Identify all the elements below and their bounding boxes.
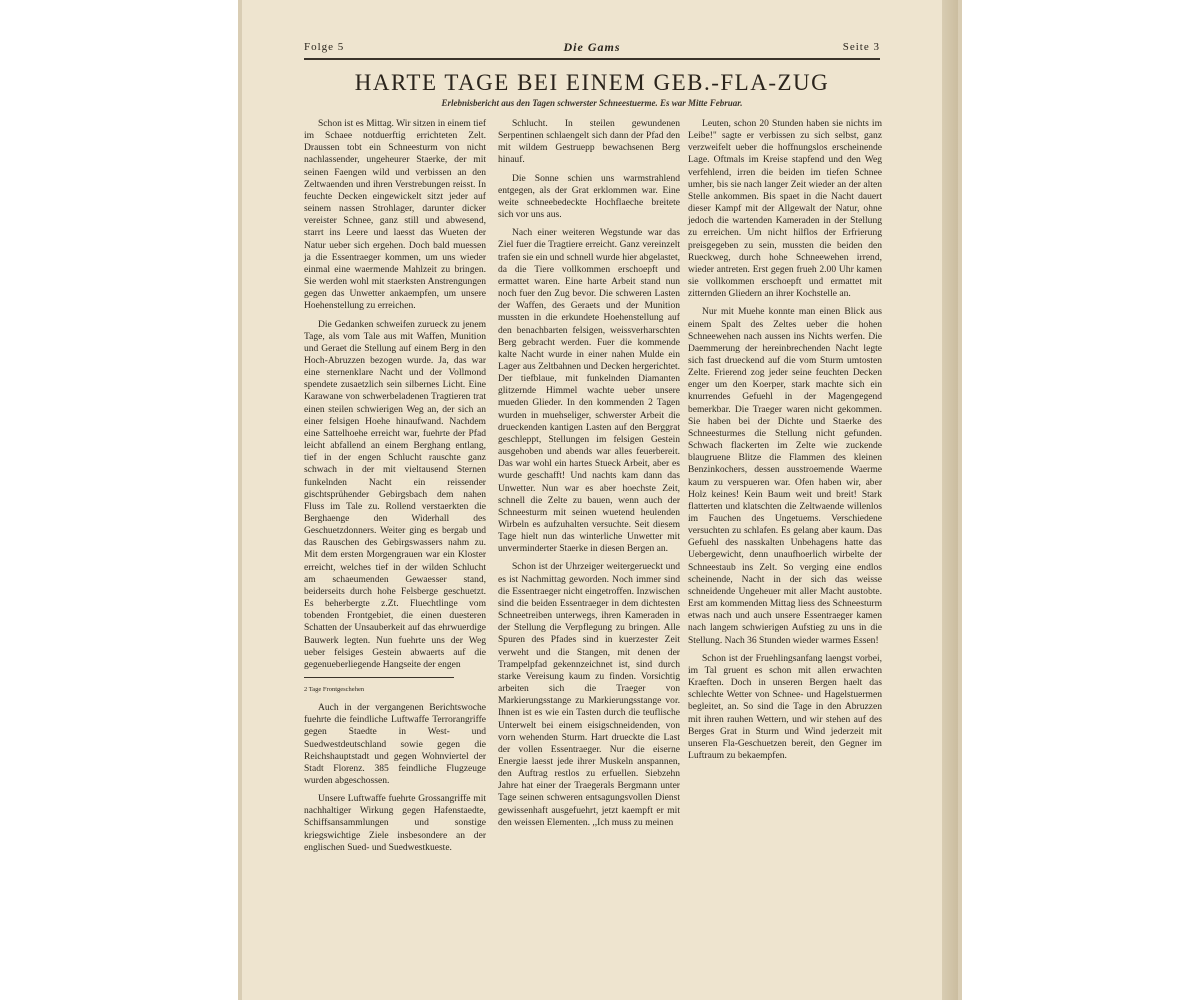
section-label: 2 Tage Frontgeschehen xyxy=(304,686,365,694)
issue-number: Folge 5 xyxy=(304,41,345,53)
running-header xyxy=(304,38,880,56)
paragraph: Die Sonne schien uns warmstrahlend entgegen, als der Grat erklommen war. Eine weite schneebedeckte Hochflaeche breitete sich vor uns aus. xyxy=(498,172,680,221)
page-number: Seite 3 xyxy=(842,41,880,53)
paragraph: Schon ist der Uhrzeiger weitergerueckt und es ist Nachmittag geworden. Noch immer sind die Essentraeger nicht eingetroffen. Inzwischen sind die beiden Essentraeger in dem dichtesten Schneetreiben unterwegs, ihren Kameraden in der Stellung die Verpflegung zu bringen. Alle Spuren des Pfades sind in kuerzester Zeit verweht und die Stangen, mit denen der Trampelpfad gekennzeichnet ist, sind durch starke Vereisung kaum zu finden. Vorsichtig arbeiten sich die Traeger von Markierungsstange zu Markierungsstange vor. Ihnen ist es wie ein Tasten durch die teuflische Unterwelt bei einem eisigschneidenden, von vorn wehenden Sturm. Hart drueckte die Last der vollen Essentraeger. Nur die eiserne Energie laesst jede ihrer Muskeln anspannen, den Auftrag restlos zu erfuellen. Siebzehn Jahre hat einer der Traegerals Bergmann unter Tage seinen schweren entsagungsvollen Dienst gewissenhaft ausgefuehrt, jetzt kaempft er mit den weissen Elementen. ,,Ich muss zu meinen xyxy=(498,561,680,828)
paragraph: Schlucht. In steilen gewundenen Serpentinen schlaengelt sich dann der Pfad den mit wildem Gestruepp bewachsenen Berg hinauf. xyxy=(498,118,680,166)
paragraph: Auch in der vergangenen Berichtswoche fuehrte die feindliche Luftwaffe Terrorangriffe gegen Staedte in West- und Suedwestdeutschland sowie gegen die Reichshauptstadt und gegen Wohnviertel der Stadt Florenz. 385 feindliche Flugzeuge wurden abgeschossen. xyxy=(304,702,486,786)
article-title: HARTE TAGE BEI EINEM GEB.-FLA-ZUG xyxy=(354,70,830,95)
article-subtitle: Erlebnisbericht aus den Tagen schwerster Schneestuerme. Es war Mitte Februar. xyxy=(441,98,743,108)
paragraph: Unsere Luftwaffe fuehrte Grossangriffe mit nachhaltiger Wirkung gegen Hafenstaedte, Schiffsansammlungen und sonstige kriegswichtige Ziele insbesondere an der englischen Sued- und Suedwestkueste. xyxy=(304,793,486,853)
footnote-divider xyxy=(304,677,454,678)
paragraph: Leuten, schon 20 Stunden haben sie nichts im Leibe!" sagte er verbissen zu sich selbst, ganz verzweifelt ueber die hoffnungslos erscheinende Lage. Oftmals im Kreise stapfend und den Weg verfehlend, irren die beiden im tiefen Schnee umher, bis sie nach langer Zeit wieder an der alten Stelle ankommen. Bis spaet in die Nacht dauert dieser Kampf mit der Allgewalt der Natur, ohne jedoch die wartenden Kameraden in der Stellung zu erreichen. Um nicht hilflos der Erfrierung preisgegeben zu sein, mussten die beiden den Rueckweg, durch hohe Schneewehen irrend, wieder antreten. Erst gegen frueh 2.00 Uhr kamen sie vollkommen erschoepft und ermattet mit zitternden Gliedern an ihrer Kochstelle an. xyxy=(688,118,882,300)
paragraph: Nach einer weiteren Wegstunde war das Ziel fuer die Tragtiere erreicht. Ganz vereinzelt trafen sie ein und schnell wurde hier abgelastet, da die Tiere vollkommen erschoepft und ermattet waren. Eine harte Arbeit stand nun noch fuer den Zug bevor. Die schweren Lasten der Waffen, des Geraets und der Munition mussten in die erkundete Hoehenstellung auf den benachbarten felsigen, weissverharschten Berg gebracht werden. Fuer die kommende kalte Nacht wurde in einer nahen Mulde ein Lager aus Zeltbahnen und Decken hergerichtet. Der tiefblaue, mit funkelnden Diamanten glitzernde Himmel wachte ueber unsere mueden Glieder. In den kommenden 2 Tagen wurden in muehseliger, schwerster Arbeit die drueckenden kantigen Lasten auf den Berggrat geschleppt, Stellungen im felsigen Gestein ausgehoben und abends war alles feuerbereit. Das war wohl ein hartes Stueck Arbeit, aber es wurde geschafft! Und nachts kam dann das Unwetter. Nun war es aber hoechste Zeit, schnell die Zelte zu bauen, wenn auch der Schneesturm mit seinen wuetend heulenden Wirbeln es aufzuhalten versuchte. Seit diesem Tage hielt nun das winterliche Unwetter mit unverminderter Staerke in diesen Bergen an. xyxy=(498,227,680,555)
newspaper-page xyxy=(242,0,942,1000)
masthead: Die Gams xyxy=(563,40,621,54)
paragraph: Die Gedanken schweifen zurueck zu jenem Tage, als vom Tale aus mit Waffen, Munition und Geraet die Stellung auf einem Berg in den Hoch-Abruzzen bezogen wurde. Ja, das war eine sternenklare Nacht und der Vollmond spendete zusaetzlich sein silbernes Licht. Eine Karawane von schwerbeladenen Tragtieren trat einen steilen schwierigen Weg an, der sich an einer felsigen Hoehe hinaufwand. Nachdem eine Sattelhoehe erreicht war, fuehrte der Pfad leicht abfallend an einem Berghang entlang, tief in der engen Schlucht rauschte ganz schwach in der mit vieltausend Sternen funkelnden Nacht ein reissender gischtsprühender Gebirgsbach dem nahen Fluss im Tale zu. Rollend verstaerkten die Berghaenge den Widerhall des Geschuetzdonners. Weiter ging es bergab und das Rauschen des Gebirgswassers nahm zu. Mit dem ersten Morgengrauen war ein Kloster erreicht, welches tief in der wilden Schlucht am schaeumenden Gewaesser stand, beiderseits durch hohe Felsberge geschuetzt. Es beherbergte z.Zt. Fluechtlinge vom tobenden Frontgebiet, die einen duesteren Schatten der Unsauberkeit auf das ehrwuerdige Bauwerk legten. Nun fuehrte uns der Weg ueber felsiges Gestein abwaerts auf die gegenueberliegende Hangseite der engen xyxy=(304,318,486,670)
page-edge xyxy=(942,0,958,1000)
news-section xyxy=(304,702,486,854)
paragraph: Nur mit Muehe konnte man einen Blick aus einem Spalt des Zeltes ueber die hohen Schneewehen nach aussen ins Nichts werfen. Die Daemmerung der hereinbrechenden Nacht legte sich fast drueckend auf die vom Sturm umtosten Zelte. Frierend zog jeder seine feuchten Decken enger um den Koerper, stark machte sich ein knurrendes Gefuehl in der Magengegend bemerkbar. Die Traeger waren nicht gekommen. Sie haben bei der Dichte und Staerke des Schneesturmes die Stellung nicht gefunden. Schwach flackerten im Zelte wie zuckende blaugruene Blitze die Flammen des kleinen Benzinkochers, dessen ausstroemende Waerme kaum zu verspueren war. Ofen haben wir, aber Holz keines! Kein Baum weit und breit! Stark flatterten und klatschten die Zeltwaende willenlos im Fauchen des Ungetuems. Verschiedene versuchten zu schlafen. Es gelang aber kaum. Das Gefuehl des nasskalten Unbehagens hatte das Uebergewicht, denn unaufhoerlich wirbelte der Schneestaub ins Zelt. So verging eine endlos scheinende, Nacht in der sich das weisse schneidende Ungeheuer mit aller Macht austobte. Erst am kommenden Mittag liess des Schneesturm etwas nach und auch unsere Essentraeger kamen nach langem schwierigen Aufstieg zu uns in die Stellung. Nach 36 Stunden wieder warmes Essen! xyxy=(688,306,882,646)
column-2 xyxy=(498,118,680,835)
paragraph: Schon ist der Fruehlingsanfang laengst vorbei, im Tal gruent es schon mit allen erwachten Kraeften. Doch in unseren Bergen haelt das schlechte Wetter von Schnee- und Hagelstuermen begleitet, an. So sind die Tage in den Abruzzen mit ihren rauhen Wettern, und wir stehen auf des Berges Grat in Sturm und Wind jederzeit mit unseren Fla-Geschuetzen bereit, den Gegner im Luftraum zu bekaempfen. xyxy=(688,652,882,761)
paragraph: Schon ist es Mittag. Wir sitzen in einem tief im Schaee notduerftig errichteten Zelt. Draussen tobt ein Schneesturm von nicht nachlassender, ungeheurer Staerke, der mit seinen Faengen wild und verbissen an den Zeltwaenden und ihren Verstrebungen reisst. In feuchte Decken eingewickelt sitzt jeder auf seinem nassen Strohlager, darunter dicker vereister Schnee, ganz still und abwesend, starrt ins Leere und laesst das Wueten der Natur ueber sich ergehen. Doch bald muessen ja die Essentraeger kommen, um uns wieder einmal eine waermende Mahlzeit zu bringen. Sie werden wohl mit staerksten Anstrengungen gegen das Unwetter ankaempfen, um unsere Hoehenstellung zu erreichen. xyxy=(304,118,486,312)
column-1 xyxy=(304,118,486,860)
column-3 xyxy=(688,118,882,768)
header-rule xyxy=(304,58,880,60)
